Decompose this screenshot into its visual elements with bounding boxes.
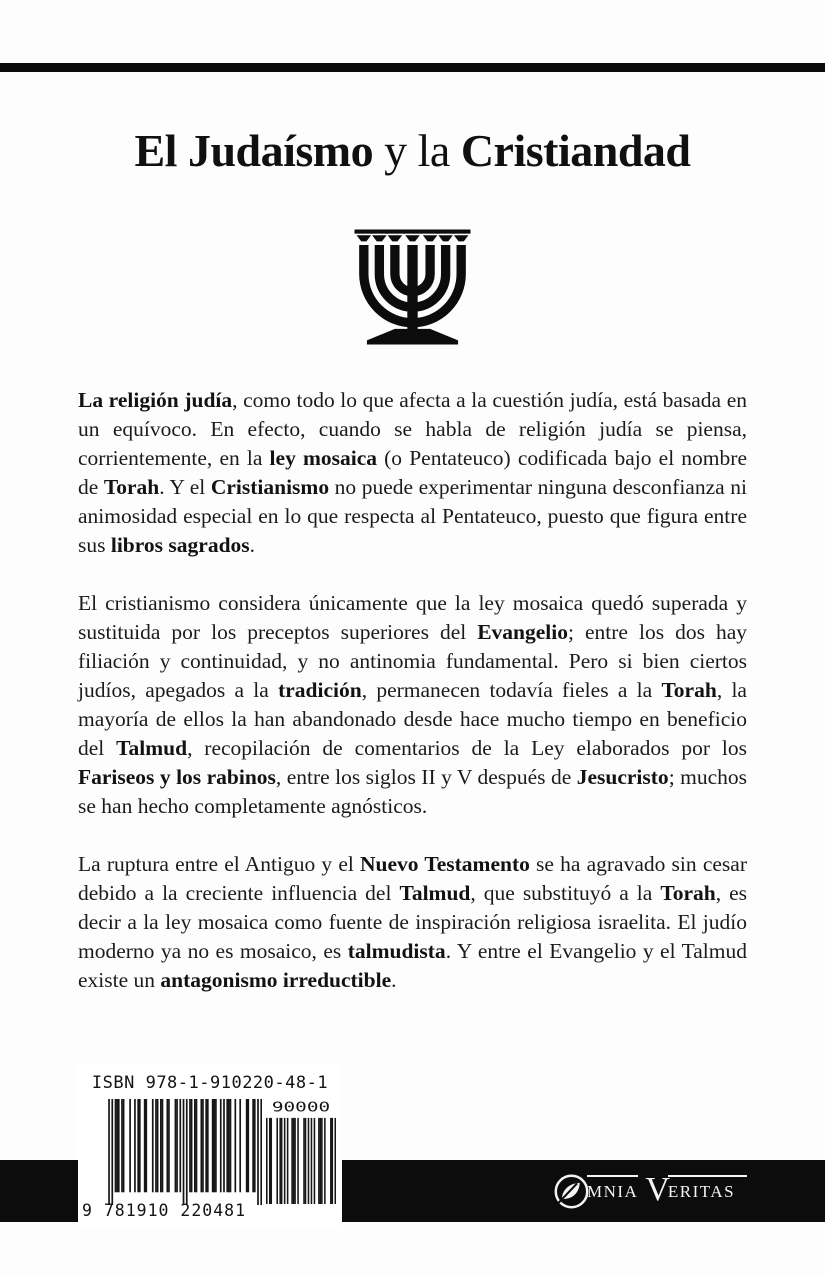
title-part-bold: El Judaísmo [134,125,374,176]
title-part-regular: y la [373,125,461,176]
body-paragraph: La religión judía, como todo lo que afecta a la cuestión judía, está basada en un equívoco. En efecto, cuando se habla de religión judía se piensa, corrientemente, en la ley mosaica (o Pentateuco) codificada bajo el nombre de Torah. Y el Cristianismo no puede experimentar ninguna desconfianza ni animosidad especial en lo que respecta al Pentateuco, puesto que figura entre sus libros sagrados. [78,388,747,557]
isbn-label: ISBN 978-1-910220-48-1 [91,1073,329,1093]
body-copy [78,386,747,1024]
publisher-word1: MNIA [587,1175,638,1200]
top-rule [0,63,825,72]
leaf-o-monogram-icon [553,1173,590,1210]
body-paragraph: El cristianismo considera únicamente que la ley mosaica quedó superada y sustituida por los preceptos superiores del Evangelio; entre los dos hay filiación y continuidad, y no antinomia fundamental. Pero si bien ciertos judíos, apegados a la tradición, permanecen todavía fieles a la Torah, la mayoría de ellos la han abandonado desde hace mucho tiempo en beneficio del Talmud, recopilación de comentarios de la Ley elaborados por los Fariseos y los rabinos, entre los siglos II y V después de Jesucristo; muchos se han hecho completamente agnósticos. [78,591,747,818]
publisher-word2-initial: V [645,1171,670,1208]
title-part-bold: Cristiandad [460,125,691,176]
menorah-icon [340,222,485,353]
ean13-barcode [92,1099,262,1205]
body-paragraph: La ruptura entre el Antiguo y el Nuevo Testamento se ha agravado sin cesar debido a la creciente influencia del Talmud, que substituyó a la Torah, es decir a la ley mosaica como fuente de inspiración religiosa israelita. El judío moderno ya no es mosaico, es talmudista. Y entre el Evangelio y el Talmud existe un antagonismo irreductible. [78,852,747,992]
barcode-box [78,1063,342,1226]
publisher-logo [553,1172,747,1210]
menorah-wrap [0,222,825,358]
supplement-label: 90000 [271,1099,331,1115]
ean5-supplement-barcode [266,1099,336,1204]
publisher-word2: ERITAS [668,1175,747,1200]
book-title [0,126,825,177]
ean-digits: 9 781910 220481 [82,1201,247,1220]
